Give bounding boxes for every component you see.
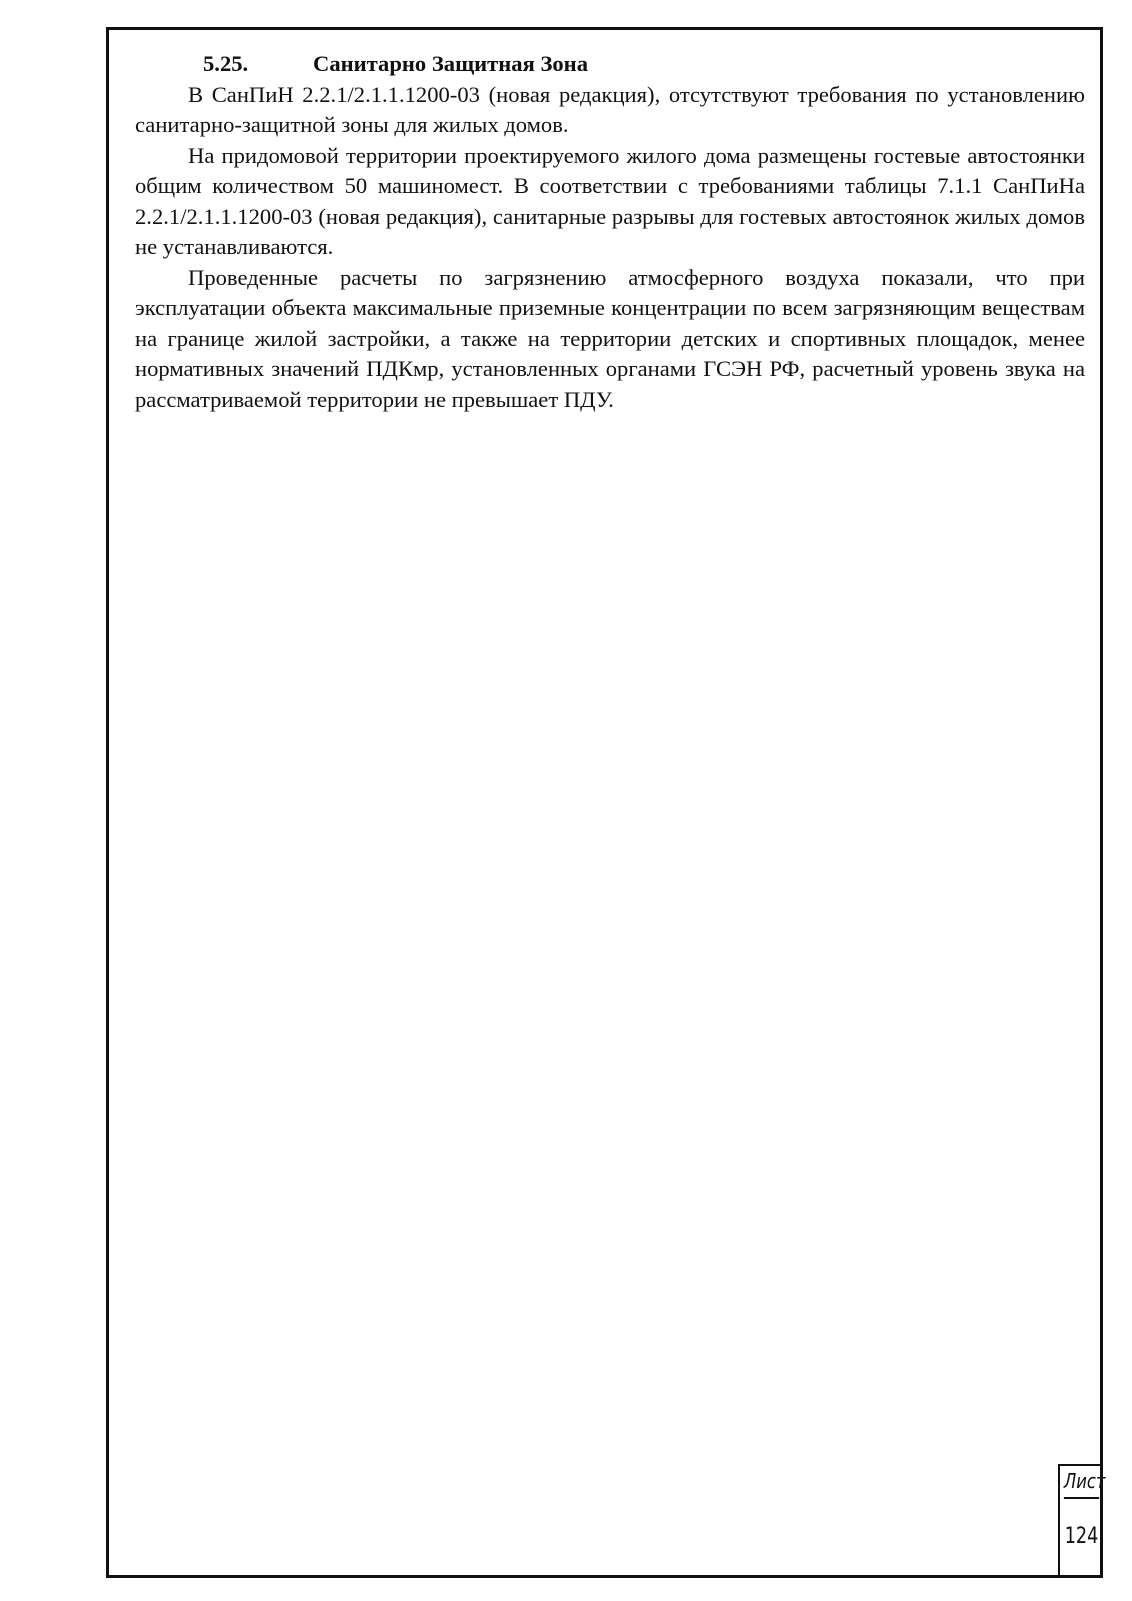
section-number: 5.25. bbox=[203, 51, 249, 76]
paragraph-2: На придомовой территории проектируемого жилого дома размещены гостевые автостоянки общим количеством 50 машиномест. В соответствии с требованиями таблицы 7.1.1 СанПиНа 2.2.1/2.1.1.1200-03 (новая редакция), санитарные разрывы для гостевых автостоянок жилых домов не устанавливаются. bbox=[135, 142, 1085, 259]
paragraph-1: В СанПиН 2.2.1/2.1.1.1200-03 (новая редакция), отсутствуют требования по установлению санитарно-защитной зоны для жилых домов. bbox=[135, 81, 1085, 137]
sheet-number: 124 bbox=[1064, 1524, 1099, 1549]
document-body bbox=[135, 49, 1085, 415]
section-heading bbox=[203, 49, 1085, 80]
section-title: Санитарно Защитная Зона bbox=[313, 51, 588, 76]
sheet-label: Лист bbox=[1064, 1466, 1099, 1499]
paragraph-3: Проведенные расчеты по загрязнению атмосферного воздуха показали, что при эксплуатации объекта максимальные приземные концентрации по всем загрязняющим веществам на границе жилой застройки, а также на территории детских и спортивных площадок, менее нормативных значений ПДКмр, установленных органами ГСЭН РФ, расчетный уровень звука на рассматриваемой территории не превышает ПДУ. bbox=[135, 264, 1085, 412]
sheet-stamp bbox=[1058, 1464, 1106, 1578]
